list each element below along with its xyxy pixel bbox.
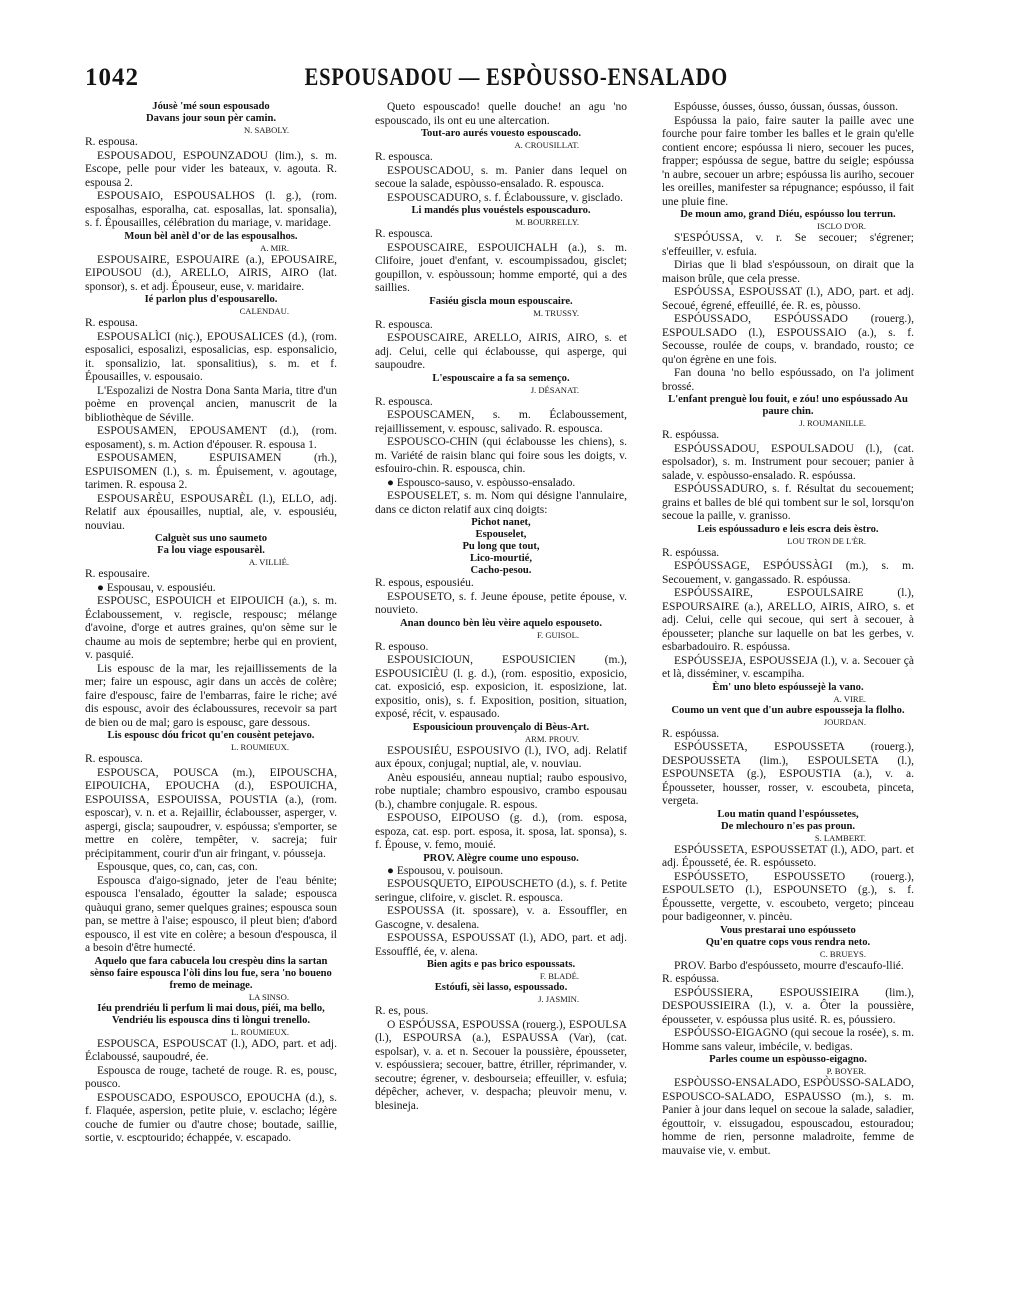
attribution: ARM. PROUV. — [524, 733, 579, 744]
dictionary-entry: Espousca d'aigo-signado, jeter de l'eau bénite; espousca l'ensalado, égoutter la salade; espousca quàuqui grano, semer quelques graines; espousca soun pan, se mettre à l'aise; espousco, il pleut bien; d'abord espousco, il est vite en colère; a besoun d'espousca, il a besoin d'être humecté. — [85, 874, 337, 954]
etymology-ref: R. espóussa. — [662, 727, 720, 740]
dictionary-entry: ESPOUSQUETO, EIPOUSCHETO (d.), s. f. Petite seringue, clifoire, v. gisclet. R. espousca. — [375, 878, 627, 904]
dictionary-entry: ESPOUSCAMEN, s. m. Éclaboussement, rejaillissement, v. espousc, salivado. R. espousca. — [375, 409, 627, 435]
dictionary-entry: PROV. Barbo d'espóusseto, mourre d'escaufo-llié. — [674, 959, 904, 972]
quotation-line: Moun bèl anèl d'or de las espousalhos. — [124, 230, 298, 242]
attribution: CALENDAU. — [239, 306, 289, 316]
quotation-line: Fasiéu giscla moun espouscaire. — [429, 295, 573, 307]
dictionary-entry: Espousca de rouge, tacheté de rouge. R. es, pousc, pousco. — [85, 1064, 337, 1090]
quotation-line: De moun amo, grand Diéu, espóusso lou terrun. — [680, 209, 896, 220]
dictionary-entry: ESPÒUSSO-ENSALADO, ESPÒUSSO-SALADO, ESPOUSCO-SALADO, ESPAUSSO (m.), s. m. Panier à jour dans lequel on secoue la salade, saladier, égouttoir, v. eissugadou, espouscadou, estouradou; homme de rien, personne maladroite, femme de mauvaise vie, v. embut. — [662, 1077, 914, 1157]
dictionary-entry: ESPÓUSSADURO, s. f. Résultat du secouement; grains et balles de blé qui tombent sur le sol, lorsqu'on secoue la paille, v. granisso. — [662, 483, 914, 522]
dictionary-entry: ESPÓUSSO-EIGAGNO (qui secoue la rosée), s. m. Homme sans valeur, imbécile, v. bedigas. — [662, 1027, 914, 1053]
attribution: A. MIR. — [260, 242, 289, 253]
dictionary-entry: Queto espouscado! quelle douche! an agu 'no espouscado, ils ont eu une altercation. — [375, 101, 627, 127]
quotation-line: Vous prestarai uno espóusseto — [720, 924, 856, 936]
attribution: M. TRUSSY. — [533, 307, 579, 318]
attribution: L. ROUMIEUX. — [230, 742, 289, 752]
quotation-line: Aquelo que fara cabucela lou crespèu dins la sartan sènso faire espousca l'òli dins lou fue, sera 'no boueno fremo de meinage. — [90, 955, 332, 991]
etymology-ref: R. espous, espousiéu. — [375, 577, 474, 589]
page-number: 1042 — [85, 64, 139, 91]
dictionary-entry: ESPÓUSSIERA, ESPOUSSIEIRA (lim.), DESPOUSSIEIRA (l.), v. a. Ôter la poussière, épousseter, v. espóussa plus usité. R. es, póussiero. — [662, 986, 914, 1026]
attribution: A. VIRE. — [833, 693, 866, 704]
etymology-ref: R. espousca. — [375, 151, 433, 163]
attribution: J. JASMIN. — [538, 994, 579, 1004]
quotation-line: Tout-aro aurés vouesto espouscado. — [420, 128, 582, 139]
dictionary-entry: Anèu espousiéu, anneau nuptial; raubo espousivo, robe nuptiale; chambro espousivo, crambo espousau (b.), chambre conjugale. R. espous. — [375, 771, 627, 811]
dictionary-entry: ESPOUSCA, POUSCA (m.), EIPOUSCHA, EIPOUICHA, EPOUCHA (d.), ESPOUICHA, ESPOUISSA, ESPOUISSA, POUSTIA (a.), (rom. esposcar), v. n. et a. Rejaillir, éclabousser, asperger, v. aspergi, giscla; saupoudrer, v. espóussa; s'emporter, se mettre en colère, tempêter, v. sacreja; fuir précipitamment, courir d'un air fringant, v. póusseja. — [85, 766, 337, 860]
etymology-ref: R. espousca. — [375, 395, 433, 408]
dictionary-entry: ESPOUSCADURO, s. f. Éclaboussure, v. gisclado. — [387, 191, 623, 204]
quotation-line: Qu'en quatre cops vous rendra neto. — [705, 936, 871, 948]
attribution: P. BOYER. — [826, 1066, 866, 1076]
etymology-ref: R. espouso. — [375, 640, 429, 653]
dictionary-entry: ESPÓUSSEJA, ESPOUSSEJA (l.), v. a. Secouer çà et là, disséminer, v. escampiha. — [662, 654, 914, 680]
dictionary-entry: ESPÓUSSA, ESPOUSSAT (l.), ADO, part. et adj. Secoué, égrené, effeuillé, ée. R. es, pòusso. — [662, 286, 914, 312]
dictionary-entry: O ESPÓUSSA, ESPOUSSA (rouerg.), ESPOULSA (l.), ESPOURSA (a.), ESPAUSSA (Var), (cat. espolsar), v. a. et n. Secouer la poussière, épousseter, v. espóussiera; secouer, battre, étriller, réprimander, v. secoutre; égrener, v. desbourseia; effeuiller, v. esfuia; dépêcher, achever, v. despacha; pleuvoir menu, v. blesineja. — [375, 1018, 627, 1112]
dictionary-entry: ESPÓUSSETA, ESPOUSSETAT (l.), ADO, part. et adj. Épousseté, ée. R. espóusseto. — [662, 843, 914, 869]
attribution: F. BLADÉ. — [539, 971, 579, 981]
quotation-line: Cacho-pesou. — [470, 565, 532, 576]
dictionary-entry: Espousque, ques, co, can, cas, con. — [97, 861, 258, 873]
etymology-ref: R. espóussa. — [662, 973, 720, 985]
dictionary-entry: Espóusse, óusses, óusso, óussan, óussas, óusson. — [674, 101, 898, 113]
dictionary-entry: ESPOUSCADOU, s. m. Panier dans lequel on secoue la salade, espòusso-ensalado. R. espousca. — [375, 164, 627, 190]
dictionary-entry: ESPOUSO, EIPOUSO (g. d.), (rom. esposa, espoza, cat. esp. port. esposa, it. sposa, lat. sponsa), s. f. Épouse, v. femo, mouié. — [375, 812, 627, 851]
column-middle — [375, 101, 627, 1113]
quotation-line: Anan dounco bèn lèu vèire aquelo espouseto. — [400, 617, 602, 629]
quotation-line: Pichot nanet, — [471, 517, 531, 528]
attribution: S. LAMBERT. — [814, 832, 866, 843]
attribution: L. ROUMIEUX. — [230, 1026, 289, 1037]
dictionary-entry: ESPOUSC, ESPOUICH et EIPOUICH (a.), s. m. Éclaboussement, v. regiscle, respousc; mélange d'avoine, d'orge et autres graines, qu'on sème sur le chaume au mois de septembre; herbe qui en provient, v. pasquié. — [85, 595, 337, 661]
quotation-line: Lico-mourtié, — [469, 553, 533, 564]
quotation-line: Calguèt sus uno saumeto — [154, 533, 268, 544]
quotation-line: De mlechouro n'es pas proun. — [720, 820, 856, 832]
attribution: A. CROUSILLAT. — [514, 140, 579, 150]
dictionary-entry: ESPOUSAMEN, ESPUISAMEN (rh.), ESPUISOMEN (l.), s. m. Épuisement, v. agoutage, tarimen. R. espousa 2. — [85, 452, 337, 491]
dictionary-entry: Lis espousc de la mar, les rejaillissements de la mer; faire un espousc, agir dans un accès de colère; faire d'espousc, faire de l'embarras, faire le riche; avé dis espousc, avoir des éclaboussures, recevoir sa part de bien ou de mal; garo is espousc, gare dessous. — [85, 662, 337, 729]
attribution: J. ROUMANILLE. — [799, 418, 866, 428]
quotation-line: Iéu prendriéu li perfum li mai dous, piéi, ma bello, Vendriéu lis espousca dins ti lòngui trenello. — [97, 1002, 325, 1026]
attribution: C. BRUEYS. — [819, 948, 866, 959]
dictionary-entry: ESPOUSETO, s. f. Jeune épouse, petite épouse, v. nouvieto. — [375, 590, 627, 616]
dictionary-entry: ESPÓUSSADO, ESPÓUSSADO (rouerg.), ESPOULSADO (l.), ESPOUSSAIO (a.), s. f. Secousse, roulée de coups, v. brandado, rousto; ce qu'on égrène en une fois. — [662, 313, 914, 366]
quotation-line: Pu long que tout, — [462, 541, 540, 552]
dictionary-entry: ESPOUSSA (it. spossare), v. a. Essouffler, en Gascogne, v. desalena. — [375, 905, 627, 931]
dictionary-entry: ESPOUSCA, ESPOUSCAT (l.), ADO, part. et adj. Éclaboussé, saupoudré, ée. — [85, 1037, 337, 1063]
quotation-line: Lis espousc dóu fricot qu'en cousènt petejavo. — [107, 730, 315, 741]
dictionary-entry: ● Espousco-sauso, v. espòusso-ensalado. — [387, 476, 576, 489]
page-title: ESPOUSADOU — ESPÒUSSO-ENSALADO — [304, 64, 728, 91]
attribution: N. SABOLY. — [243, 125, 289, 135]
dictionary-entry: ESPOUSSA, ESPOUSSAT (l.), ADO, part. et adj. Essoufflé, ée, v. alena. — [375, 932, 627, 958]
quotation-line: Lou matin quand l'espóussetes, — [717, 808, 859, 820]
column-left — [85, 101, 337, 1146]
quotation-line: Espousicioun prouvençalo di Bèus-Art. — [412, 721, 590, 733]
attribution: LOU TRON DE L'ÈR. — [787, 535, 866, 546]
quotation-line: Èm' uno bleto espóussejè la vano. — [712, 681, 864, 693]
quotation-line: Bien agits e pas brico espoussats. — [426, 959, 576, 970]
dictionary-entry: ESPOUSICIOUN, ESPOUSICIEN (m.), ESPOUSICIÈU (l. g. d.), (rom. espositio, exposicio, cat. exposició, esp. exposicion, it. esposizione, lat. expositio, onis), s. f. Exposition, position, situation, exposé, récit, v. espausado. — [375, 654, 627, 720]
etymology-ref: R. espousaire. — [85, 568, 150, 580]
quotation-line: PROV. Alègre coume uno espouso. — [423, 852, 579, 864]
dictionary-entry: ESPÓUSSAIRE, ESPOULSAIRE (l.), ESPOURSAIRE (a.), ARELLO, AIRIS, AIRO, s. et adj. Celui, celle qui secoue, qui sert à secouer, à épousseter; planche sur laquelle on bat les gerbes, v. esbarbadouiro. R. espóussa. — [662, 587, 914, 653]
dictionary-entry: ESPOUSIÉU, ESPOUSIVO (l.), IVO, adj. Relatif aux époux, conjugal; nuptial, ale, v. nouviau. — [375, 744, 627, 770]
quotation-line: Leis espóussaduro e leis escra deis èstro. — [697, 523, 879, 535]
dictionary-entry: ESPOUSARÈU, ESPOUSARÈL (l.), ELLO, adj. Relatif aux épousailles, nuptial, ale, v. espousiéu, nouviau. — [85, 492, 337, 532]
attribution: A. VILLIÉ. — [248, 557, 289, 567]
dictionary-entry: L'Espozalizi de Nostra Dona Santa Maria, titre d'un poème en provençal ancien, manuscrit de la bibliothèque de Séville. — [85, 384, 337, 424]
attribution: JOURDAN. — [823, 716, 866, 727]
dictionary-entry: ESPÓUSSADOU, ESPOULSADOU (l.), (cat. espolsador), s. m. Instrument pour secouer; panier à salade, v. espòusso-ensalado. R. espóussa. — [662, 442, 914, 482]
quotation-line: L'enfant prenguè lou fouit, e zóu! uno espóussado Au paure chin. — [668, 394, 908, 417]
dictionary-entry: ESPOUSAIO, ESPOUSALHOS (l. g.), (rom. esposalhas, esporalha, cat. esposallas, lat. sponsalia), s. f. Épousailles, célébration du mariage, v. maridage. — [85, 190, 337, 229]
quotation-line: Ié parlon plus d'espousarello. — [144, 294, 278, 305]
etymology-ref: R. espousa. — [85, 136, 138, 148]
dictionary-entry: ESPÓUSSAGE, ESPÓUSSÀGI (m.), s. m. Secouement, v. gangassado. R. espóussa. — [662, 560, 914, 586]
dictionary-entry: ESPÓUSSETO, ESPOUSSETO (rouerg.), ESPOULSETO (l.), ESPOUNSETO (g.), s. f. Époussette, vergette, v. escoubeto, vergeto; pinceau pour badigeonner, v. pincèu. — [662, 870, 914, 923]
dictionary-entry: ESPOUSCADO, ESPOUSCO, EPOUCHA (d.), s. f. Flaquée, aspersion, petite pluie, v. esclacho; légère couche de fumier ou d'autre chose; boutade, saillie, sortie, v. escptourido; échappée, v. escapado. — [85, 1091, 337, 1144]
quotation-line: Jóusè 'mé soun espousado — [152, 101, 270, 112]
attribution: M. BOURRELLY. — [515, 217, 579, 227]
dictionary-entry: ESPOUSCAIRE, ARELLO, AIRIS, AIRO, s. et adj. Celui, celle qui éclabousse, qui asperge, qui saupoudre. — [375, 332, 627, 371]
dictionary-entry: ESPOUSAIRE, ESPOUAIRE (a.), EPOUSAIRE, EIPOUSOU (d.), ARELLO, AIRIS, AIRO (lat. sponsor), s. et adj. Épouseur, euse, v. maridaire. — [85, 253, 337, 293]
dictionary-entry: ESPOUSADOU, ESPOUNZADOU (lim.), s. m. Escope, pelle pour vider les bateaux, v. agouta. R. espousa 2. — [85, 149, 337, 189]
dictionary-entry: ● Espousou, v. pouisoun. — [387, 864, 504, 877]
attribution: ISCLO D'OR. — [817, 221, 866, 231]
attribution: F. GUISOL. — [536, 629, 579, 640]
quotation-line: Parles coume un espòusso-eigagno. — [709, 1054, 867, 1065]
dictionary-entry: ESPOUSALÌCI (niç.), EPOUSALICES (d.), (rom. esposalici, esposalizi, esposalicias, esp. esponsalicio, it. sponsalizio, lat. sponsalitius), s. m. et f. Épousailles, v. espousaio. — [85, 330, 337, 383]
dictionary-entry: Espóussa la paio, faire sauter la paille avec une fourche pour faire tomber les balles et le grain qu'elle contient encore; espóussa li niero, secouer les puces, frapper; espóussa de segue, battre du seigle; espóussa 'n aubre, secouer un arbre; espóussa lis auriho, secouer les oreilles, manifester sa répugnance; espóusso, il fait une pluie fine. — [662, 114, 914, 208]
dictionary-entry: ESPOUSELET, s. m. Nom qui désigne l'annulaire, dans ce dicton relatif aux cinq doigts: — [375, 490, 627, 516]
quotation-line: Espouselet, — [475, 529, 527, 540]
dictionary-entry: ● Espousau, v. espousiéu. — [97, 581, 216, 594]
quotation-line: Estóufi, sèi lasso, espoussado. — [434, 982, 568, 993]
dictionary-entry: Dirias que li blad s'espóussoun, on dirait que la maison brûle, que cela presse. — [662, 259, 914, 285]
dictionary-entry: ESPOUSCO-CHIN (qui éclabousse les chiens), s. m. Variété de raisin blanc qui foire sous les doigts, v. esfouiro-chin. R. espousca, chin. — [375, 436, 627, 475]
etymology-ref: R. espóussa. — [662, 546, 720, 559]
etymology-ref: R. espousca. — [85, 753, 143, 765]
quotation-line: Fa lou viage espousarèl. — [157, 545, 265, 556]
etymology-ref: R. es, pous. — [375, 1005, 429, 1017]
quotation-line: Li mandés plus vouéstels espouscaduro. — [411, 205, 591, 216]
dictionary-entry: Fan douna 'no bello espóussado, on l'a joliment brossé. — [662, 367, 914, 393]
dictionary-entry: ESPOUSCAIRE, ESPOUICHALH (a.), s. m. Clifoire, jouet d'enfant, v. escoumpissadou, gisclet; goupillon, v. espòussoun; homme emporté, qui a des saillies. — [375, 241, 627, 294]
dictionary-entry: ESPÓUSSETA, ESPOUSSETA (rouerg.), DESPOUSSETA (lim.), ESPOULSETA (l.), ESPOUNSETA (g.), ESPOUSTIA (a.), v. a. Épousseter, housser, rosser, v. escoubeta, pinceta, vergeta. — [662, 741, 914, 807]
etymology-ref: R. espousca. — [375, 228, 433, 240]
column-right — [662, 101, 914, 1158]
attribution: J. DÉSANAT. — [530, 384, 579, 395]
quotation-line: L'espouscaire a fa sa semenço. — [432, 372, 570, 384]
quotation-line: Davans jour soun pèr camin. — [146, 113, 276, 124]
quotation-line: Coumo un vent que d'un aubre espousseja la flolho. — [671, 704, 905, 716]
dictionary-entry: ESPOUSAMEN, EPOUSAMENT (d.), (rom. esposament), s. m. Action d'épouser. R. espousa 1. — [85, 425, 337, 451]
etymology-ref: R. espóussa. — [662, 429, 720, 441]
dictionary-entry: S'ESPÓUSSA, v. r. Se secouer; s'égrener; s'effeuiller, v. esfuia. — [662, 232, 914, 258]
etymology-ref: R. espousa. — [85, 317, 138, 329]
etymology-ref: R. espousca. — [375, 318, 433, 331]
attribution: LA SINSO. — [248, 991, 289, 1002]
